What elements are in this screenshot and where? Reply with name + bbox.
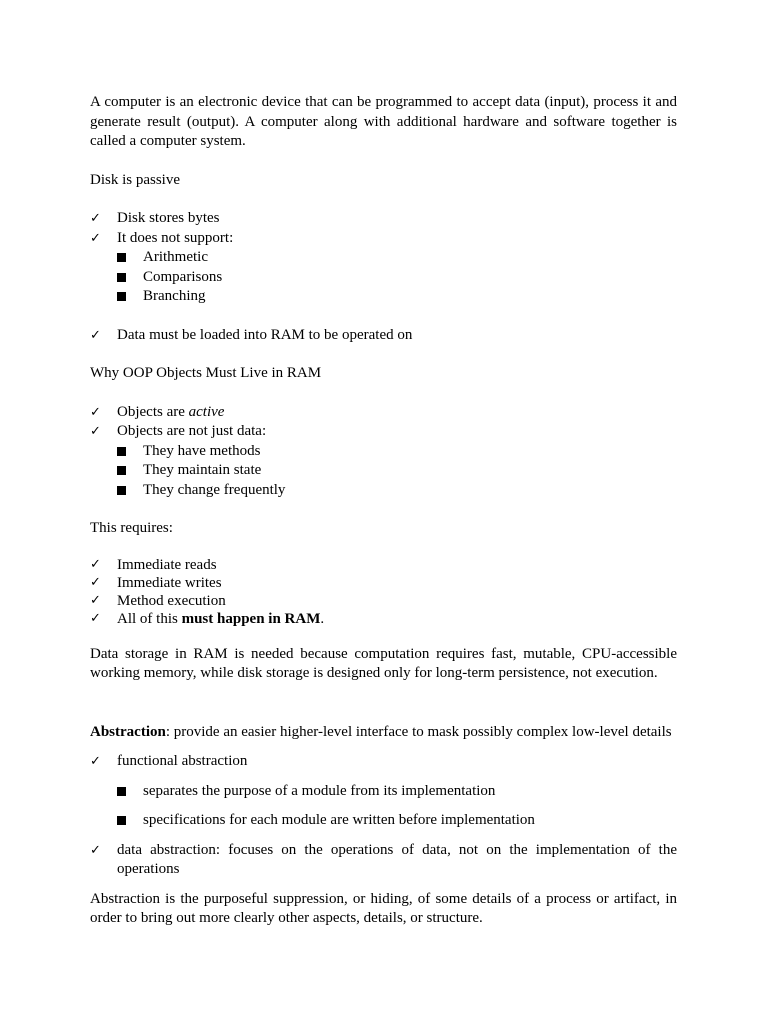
- sub-list-item: Comparisons: [90, 268, 677, 288]
- square-bullet-icon: [117, 292, 126, 301]
- list-item: ✓ Data must be loaded into RAM to be operated on: [90, 326, 677, 346]
- ram-paragraph: Data storage in RAM is needed because computation requires fast, mutable, CPU-accessible working memory, while disk storage is designed only for long-term persistence, not execution.: [90, 645, 677, 681]
- list-item: ✓ Disk stores bytes: [90, 209, 677, 229]
- checkmark-icon: ✓: [90, 754, 101, 769]
- square-bullet-icon: [117, 816, 126, 825]
- checkmark-icon: ✓: [90, 610, 101, 626]
- oop-heading: Why OOP Objects Must Live in RAM: [90, 365, 322, 381]
- checkmark-icon: ✓: [90, 404, 101, 420]
- list-item: ✓ Objects are active: [90, 403, 677, 423]
- list-item: ✓ data abstraction: focuses on the operations of data, not on the implementation of the operations: [90, 841, 677, 877]
- abstraction-closing: Abstraction is the purposeful suppression, or hiding, of some details of a process or artifact, in order to bring out more clearly other aspects, details, or structure.: [90, 890, 677, 926]
- sub-list-item: They change frequently: [90, 481, 677, 501]
- disk-heading: Disk is passive: [90, 171, 180, 188]
- abstraction-definition: Abstraction: provide an easier higher-level interface to mask possibly complex low-level details: [90, 723, 672, 740]
- list-item: ✓ All of this must happen in RAM.: [90, 610, 325, 627]
- checkmark-icon: ✓: [90, 592, 101, 608]
- intro-paragraph: A computer is an electronic device that can be programmed to accept data (input), process it and generate result (output). A computer along with additional hardware and software together is called a computer system.: [90, 94, 677, 149]
- sub-list-item: They have methods: [90, 442, 677, 462]
- checkmark-icon: ✓: [90, 327, 101, 343]
- square-bullet-icon: [117, 253, 126, 262]
- checkmark-icon: ✓: [90, 574, 101, 590]
- checkmark-icon: ✓: [90, 230, 101, 246]
- list-item: ✓ Objects are not just data:: [90, 422, 677, 442]
- sub-list-item: separates the purpose of a module from its implementation: [90, 782, 677, 802]
- square-bullet-icon: [117, 466, 126, 475]
- list-item: ✓ Method execution: [90, 592, 226, 609]
- checkmark-icon: ✓: [90, 842, 101, 858]
- sub-list-item: specifications for each module are written before implementation: [90, 811, 677, 831]
- list-item: ✓ functional abstraction: [90, 752, 677, 772]
- page-body: [90, 93, 677, 929]
- list-item: ✓ Immediate reads: [90, 556, 217, 573]
- checkmark-icon: ✓: [90, 556, 101, 572]
- square-bullet-icon: [117, 273, 126, 282]
- square-bullet-icon: [117, 486, 126, 495]
- list-item: ✓ It does not support:: [90, 229, 677, 249]
- checkmark-icon: ✓: [90, 424, 101, 439]
- list-item: ✓ Immediate writes: [90, 574, 222, 591]
- sub-list-item: Branching: [90, 287, 677, 307]
- checkmark-icon: ✓: [90, 211, 101, 226]
- square-bullet-icon: [117, 787, 126, 796]
- sub-list-item: They maintain state: [90, 461, 677, 481]
- sub-list-item: Arithmetic: [90, 248, 677, 268]
- square-bullet-icon: [117, 447, 126, 456]
- requires-heading: This requires:: [90, 520, 173, 536]
